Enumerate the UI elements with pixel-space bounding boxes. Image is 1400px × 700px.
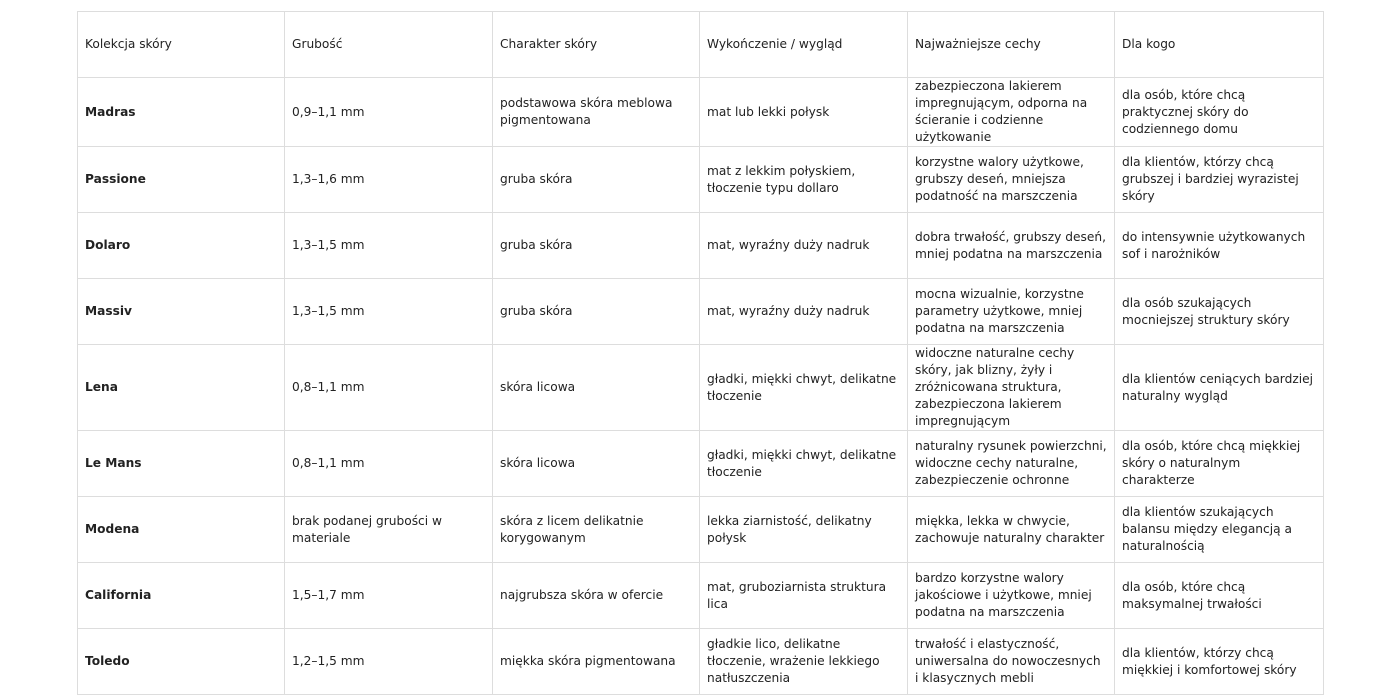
cell-character: gruba skóra: [493, 213, 700, 279]
cell-features: mocna wizualnie, korzystne parametry użytkowe, mniej podatna na marszczenia: [908, 279, 1115, 345]
column-header-features: Najważniejsze cechy: [908, 12, 1115, 78]
cell-collection-name: Modena: [78, 497, 285, 563]
cell-finish: lekka ziarnistość, delikatny połysk: [700, 497, 908, 563]
cell-finish: gładkie lico, delikatne tłoczenie, wrażenie lekkiego natłuszczenia: [700, 629, 908, 695]
cell-character: najgrubsza skóra w ofercie: [493, 563, 700, 629]
cell-features: naturalny rysunek powierzchni, widoczne cechy naturalne, zabezpieczenie ochronne: [908, 431, 1115, 497]
cell-character: skóra licowa: [493, 345, 700, 431]
cell-features: miękka, lekka w chwycie, zachowuje naturalny charakter: [908, 497, 1115, 563]
cell-character: skóra licowa: [493, 431, 700, 497]
cell-collection-name: Dolaro: [78, 213, 285, 279]
cell-finish: gładki, miękki chwyt, delikatne tłoczenie: [700, 431, 908, 497]
cell-thickness: 1,3–1,5 mm: [285, 213, 493, 279]
column-header-finish: Wykończenie / wygląd: [700, 12, 908, 78]
cell-collection-name: Passione: [78, 147, 285, 213]
cell-thickness: 1,5–1,7 mm: [285, 563, 493, 629]
cell-character: podstawowa skóra meblowa pigmentowana: [493, 78, 700, 147]
cell-audience: dla klientów, którzy chcą grubszej i bardziej wyrazistej skóry: [1115, 147, 1324, 213]
cell-features: zabezpieczona lakierem impregnującym, odporna na ścieranie i codzienne użytkowanie: [908, 78, 1115, 147]
cell-finish: mat, wyraźny duży nadruk: [700, 213, 908, 279]
cell-character: skóra z licem delikatnie korygowanym: [493, 497, 700, 563]
cell-features: widoczne naturalne cechy skóry, jak blizny, żyły i zróżnicowana struktura, zabezpieczona lakierem impregnującym: [908, 345, 1115, 431]
cell-collection-name: Le Mans: [78, 431, 285, 497]
cell-collection-name: Madras: [78, 78, 285, 147]
table-row: [78, 563, 1324, 629]
table-header-row: [78, 12, 1324, 78]
cell-features: dobra trwałość, grubszy deseń, mniej podatna na marszczenia: [908, 213, 1115, 279]
cell-collection-name: California: [78, 563, 285, 629]
table-row: [78, 497, 1324, 563]
cell-audience: dla klientów, którzy chcą miękkiej i komfortowej skóry: [1115, 629, 1324, 695]
cell-collection-name: Massiv: [78, 279, 285, 345]
cell-features: bardzo korzystne walory jakościowe i użytkowe, mniej podatna na marszczenia: [908, 563, 1115, 629]
table-row: [78, 279, 1324, 345]
cell-character: gruba skóra: [493, 279, 700, 345]
table-row: [78, 78, 1324, 147]
cell-character: gruba skóra: [493, 147, 700, 213]
cell-finish: mat lub lekki połysk: [700, 78, 908, 147]
column-header-collection: Kolekcja skóry: [78, 12, 285, 78]
column-header-character: Charakter skóry: [493, 12, 700, 78]
cell-features: korzystne walory użytkowe, grubszy deseń, mniejsza podatność na marszczenia: [908, 147, 1115, 213]
cell-finish: gładki, miękki chwyt, delikatne tłoczenie: [700, 345, 908, 431]
table-row: [78, 213, 1324, 279]
table-row: [78, 147, 1324, 213]
cell-finish: mat, gruboziarnista struktura lica: [700, 563, 908, 629]
cell-audience: do intensywnie użytkowanych sof i narożników: [1115, 213, 1324, 279]
table-row: [78, 431, 1324, 497]
cell-thickness: 1,2–1,5 mm: [285, 629, 493, 695]
cell-audience: dla osób, które chcą praktycznej skóry do codziennego domu: [1115, 78, 1324, 147]
cell-thickness: 1,3–1,6 mm: [285, 147, 493, 213]
leather-collections-table: [77, 11, 1324, 695]
cell-collection-name: Lena: [78, 345, 285, 431]
cell-thickness: 0,8–1,1 mm: [285, 431, 493, 497]
column-header-audience: Dla kogo: [1115, 12, 1324, 78]
cell-thickness: 0,8–1,1 mm: [285, 345, 493, 431]
column-header-thickness: Grubość: [285, 12, 493, 78]
cell-character: miękka skóra pigmentowana: [493, 629, 700, 695]
cell-thickness: 0,9–1,1 mm: [285, 78, 493, 147]
cell-thickness: 1,3–1,5 mm: [285, 279, 493, 345]
cell-audience: dla klientów szukających balansu między elegancją a naturalnością: [1115, 497, 1324, 563]
cell-finish: mat, wyraźny duży nadruk: [700, 279, 908, 345]
cell-collection-name: Toledo: [78, 629, 285, 695]
cell-audience: dla klientów ceniących bardziej naturalny wygląd: [1115, 345, 1324, 431]
cell-audience: dla osób, które chcą maksymalnej trwałości: [1115, 563, 1324, 629]
cell-audience: dla osób szukających mocniejszej struktury skóry: [1115, 279, 1324, 345]
cell-audience: dla osób, które chcą miękkiej skóry o naturalnym charakterze: [1115, 431, 1324, 497]
cell-thickness: brak podanej grubości w materiale: [285, 497, 493, 563]
cell-finish: mat z lekkim połyskiem, tłoczenie typu dollaro: [700, 147, 908, 213]
cell-features: trwałość i elastyczność, uniwersalna do nowoczesnych i klasycznych mebli: [908, 629, 1115, 695]
table-row: [78, 345, 1324, 431]
table-row: [78, 629, 1324, 695]
